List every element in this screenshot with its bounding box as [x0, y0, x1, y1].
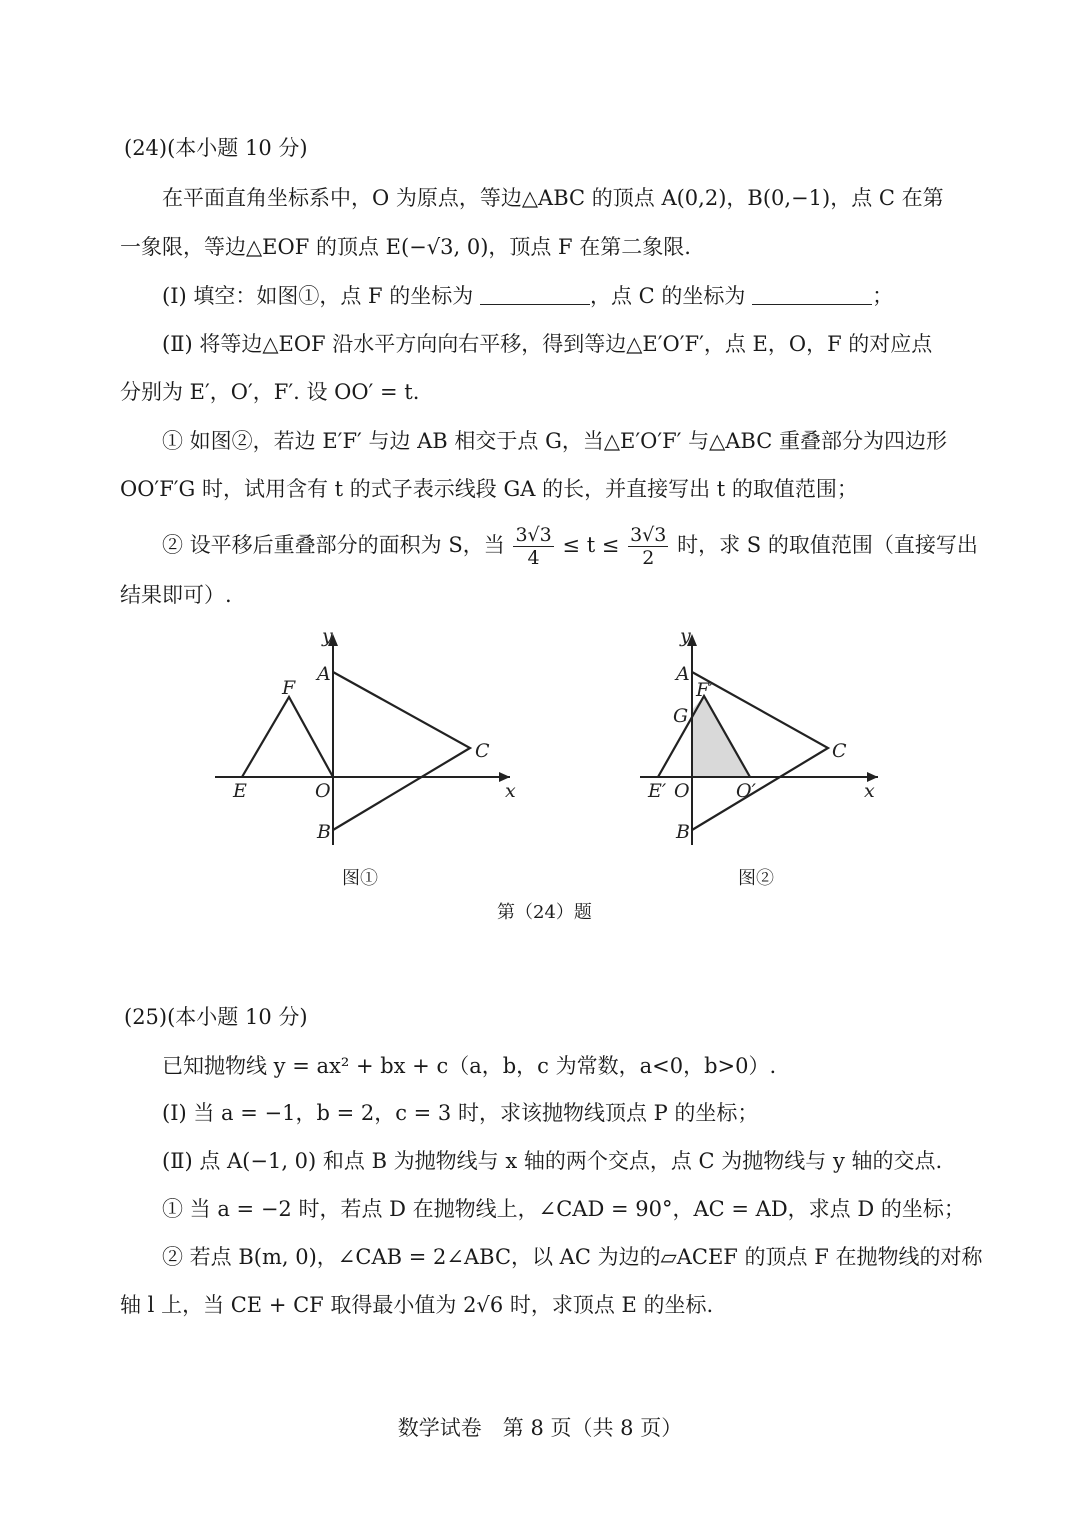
q25-intro: 已知抛物线 y = ax² + bx + c（a，b，c 为常数，a<0，b>0）.	[162, 1054, 777, 1078]
fraction-1-numerator: 3√3	[515, 524, 552, 546]
figure-1-caption: 图①	[342, 868, 378, 889]
q24-sub2-text-a: ② 设平移后重叠部分的面积为 S，当	[162, 533, 505, 557]
q24-sub2-text-b: 时，求 S 的取值范围（直接写出	[677, 533, 978, 557]
fig2-e-label: E′	[648, 780, 667, 802]
fraction-2	[628, 524, 668, 569]
fig1-b-label: B	[317, 821, 331, 843]
fig2-o-prime-label: O′	[736, 780, 756, 802]
q25-sub1: ① 当 a = −2 时，若点 D 在抛物线上，∠CAD = 90°，AC = AD，求点 D 的坐标；	[162, 1197, 965, 1221]
q25-part1: (Ⅰ) 当 a = −1，b = 2，c = 3 时，求该抛物线顶点 P 的坐标；	[162, 1101, 759, 1125]
answer-blank-f[interactable]	[480, 284, 590, 305]
fraction-2-denominator: 2	[642, 547, 655, 569]
q24-part2-line-1: (Ⅱ) 将等边△EOF 沿水平方向向右平移，得到等边△E′O′F′，点 E，O，F 的对应点	[162, 332, 933, 356]
figure-title: 第（24）题	[497, 902, 592, 923]
fig2-o-label: O	[674, 780, 690, 802]
fig1-o-label: O	[315, 780, 331, 802]
q25-sub2-line-2: 轴 l 上，当 CE + CF 取得最小值为 2√6 时，求顶点 E 的坐标.	[120, 1293, 714, 1317]
q24-intro-line-2: 一象限，等边△EOF 的顶点 E(−√3, 0)，顶点 F 在第二象限.	[120, 235, 691, 259]
q24-title: (24)(本小题 10 分)	[124, 136, 308, 160]
q24-part1-text-c: ；	[872, 284, 894, 308]
fig2-c-label: C	[832, 740, 847, 762]
q24-part1	[162, 281, 980, 311]
fig1-e-label: E	[233, 780, 247, 802]
q24-sub1-line-2: OO′F′G 时，试用含有 t 的式子表示线段 GA 的长，并直接写出 t 的取值范围；	[120, 477, 858, 501]
fig1-x-label: x	[505, 780, 516, 802]
q24-sub2-inequality: ≤ t ≤	[562, 533, 620, 557]
fraction-1-denominator: 4	[527, 547, 540, 569]
fig2-y-label: y	[680, 625, 691, 647]
fig1-y-label: y	[322, 625, 333, 647]
fig2-a-label: A	[676, 663, 690, 685]
q25-sub2-line-1: ② 若点 B(m, 0)，∠CAB = 2∠ABC，以 AC 为边的▱ACEF 的顶点 F 在抛物线的对称	[162, 1245, 983, 1269]
q24-intro-line-1: 在平面直角坐标系中，O 为原点，等边△ABC 的顶点 A(0,2)，B(0,−1)，点 C 在第	[162, 186, 944, 210]
figure-1	[205, 620, 525, 850]
fig2-f-label: F′	[696, 679, 714, 701]
fig2-x-label: x	[864, 780, 875, 802]
fig2-b-label: B	[676, 821, 690, 843]
page-footer: 数学试卷 第 8 页（共 8 页）	[397, 1416, 683, 1440]
figure-2-caption: 图②	[738, 868, 774, 889]
fig1-a-label: A	[317, 663, 331, 685]
q24-sub2-line-1	[162, 520, 980, 570]
fig1-c-label: C	[475, 740, 490, 762]
fig2-g-label: G	[673, 705, 689, 727]
figure-2	[630, 620, 890, 850]
q25-part2: (Ⅱ) 点 A(−1, 0) 和点 B 为抛物线与 x 轴的两个交点，点 C 为抛物线与 y 轴的交点.	[162, 1149, 943, 1173]
q24-sub2-line-2: 结果即可）.	[120, 583, 232, 607]
answer-blank-c[interactable]	[752, 284, 872, 305]
fraction-2-numerator: 3√3	[630, 524, 667, 546]
q24-part1-text-b: ，点 C 的坐标为	[589, 284, 746, 308]
fig1-f-label: F	[282, 677, 296, 699]
q24-part2-line-2: 分别为 E′，O′，F′. 设 OO′ = t.	[120, 380, 420, 404]
q24-part1-text-a: (Ⅰ) 填空：如图①，点 F 的坐标为	[162, 284, 474, 308]
q24-sub1-line-1: ① 如图②，若边 E′F′ 与边 AB 相交于点 G，当△E′O′F′ 与△ABC 重叠部分为四边形	[162, 429, 947, 453]
fraction-1	[513, 524, 553, 569]
q25-title: (25)(本小题 10 分)	[124, 1005, 308, 1029]
